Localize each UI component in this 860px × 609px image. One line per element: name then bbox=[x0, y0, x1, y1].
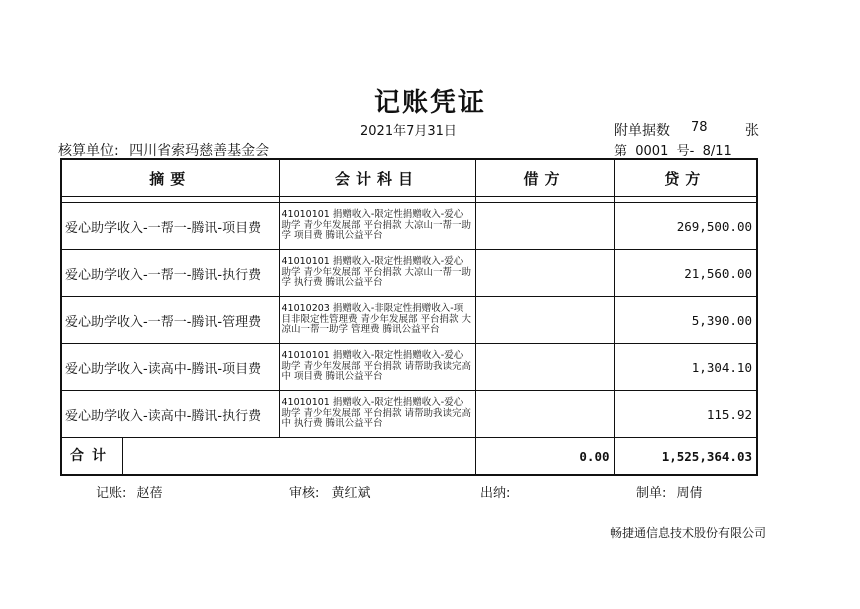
row-debit bbox=[475, 344, 614, 391]
header-summary: 摘要 bbox=[61, 159, 279, 197]
attachments-unit: 张 bbox=[745, 123, 759, 139]
attachments-count: 78 bbox=[691, 120, 708, 135]
bookkeeper-name: 赵蓓 bbox=[136, 486, 163, 501]
bookkeeper-signature bbox=[96, 482, 163, 501]
voucher-number: 第 0001 号- 8/11 bbox=[614, 144, 732, 159]
row-debit bbox=[475, 203, 614, 250]
accounting-unit bbox=[58, 140, 269, 160]
preparer-name: 周倩 bbox=[676, 486, 703, 501]
row-credit: 115.92 bbox=[614, 391, 757, 438]
row-credit: 269,500.00 bbox=[614, 203, 757, 250]
voucher-date: 2021年7月31日 bbox=[360, 124, 457, 139]
preparer-signature bbox=[636, 482, 703, 501]
row-subject: 41010101 捐赠收入-限定性捐赠收入-爱心助学 青少年发展部 平台捐款 大凉山一帮一助学 执行费 腾讯公益平台 bbox=[279, 250, 475, 297]
total-credit: 1,525,364.03 bbox=[614, 438, 757, 476]
header-debit: 借方 bbox=[475, 159, 614, 197]
bookkeeper-label: 记账: bbox=[96, 486, 127, 501]
row-credit: 5,390.00 bbox=[614, 297, 757, 344]
row-summary: 爱心助学收入-一帮一-腾讯-执行费 bbox=[61, 250, 279, 297]
header-credit: 贷方 bbox=[614, 159, 757, 197]
reviewer-name: 黄红斌 bbox=[331, 486, 371, 501]
cashier-signature bbox=[480, 482, 510, 501]
row-subject: 41010101 捐赠收入-限定性捐赠收入-爱心助学 青少年发展部 平台捐款 请帮助我读完高中 项目费 腾讯公益平台 bbox=[279, 344, 475, 391]
table-row bbox=[61, 203, 757, 250]
total-debit: 0.00 bbox=[475, 438, 614, 476]
row-summary: 爱心助学收入-一帮一-腾讯-项目费 bbox=[61, 203, 279, 250]
row-subject: 41010101 捐赠收入-限定性捐赠收入-爱心助学 青少年发展部 平台捐款 请帮助我读完高中 执行费 腾讯公益平台 bbox=[279, 391, 475, 438]
row-credit: 21,560.00 bbox=[614, 250, 757, 297]
voucher-table bbox=[60, 158, 758, 476]
software-company: 畅捷通信息技术股份有限公司 bbox=[610, 526, 767, 540]
reviewer-label: 审核: bbox=[289, 486, 320, 501]
reviewer-signature bbox=[289, 482, 371, 501]
table-row bbox=[61, 391, 757, 438]
unit-label: 核算单位: bbox=[58, 143, 119, 159]
preparer-label: 制单: bbox=[636, 486, 667, 501]
row-subject: 41010203 捐赠收入-非限定性捐赠收入-项目非限定性管理费 青少年发展部 平台捐款 大凉山一帮一助学 管理费 腾讯公益平台 bbox=[279, 297, 475, 344]
row-debit bbox=[475, 297, 614, 344]
table-row bbox=[61, 250, 757, 297]
row-summary: 爱心助学收入-读高中-腾讯-项目费 bbox=[61, 344, 279, 391]
total-label: 合计 bbox=[62, 438, 123, 474]
header-subject: 会计科目 bbox=[279, 159, 475, 197]
row-subject: 41010101 捐赠收入-限定性捐赠收入-爱心助学 青少年发展部 平台捐款 大凉山一帮一助学 项目费 腾讯公益平台 bbox=[279, 203, 475, 250]
table-row bbox=[61, 344, 757, 391]
row-summary: 爱心助学收入-读高中-腾讯-执行费 bbox=[61, 391, 279, 438]
unit-name: 四川省索玛慈善基金会 bbox=[129, 143, 270, 159]
cashier-label: 出纳: bbox=[480, 486, 511, 501]
row-credit: 1,304.10 bbox=[614, 344, 757, 391]
table-row bbox=[61, 297, 757, 344]
row-debit bbox=[475, 391, 614, 438]
total-row bbox=[61, 438, 757, 476]
row-summary: 爱心助学收入-一帮一-腾讯-管理费 bbox=[61, 297, 279, 344]
attachments-label: 附单据数 bbox=[614, 123, 670, 139]
row-debit bbox=[475, 250, 614, 297]
voucher-title: 记账凭证 bbox=[373, 88, 486, 118]
